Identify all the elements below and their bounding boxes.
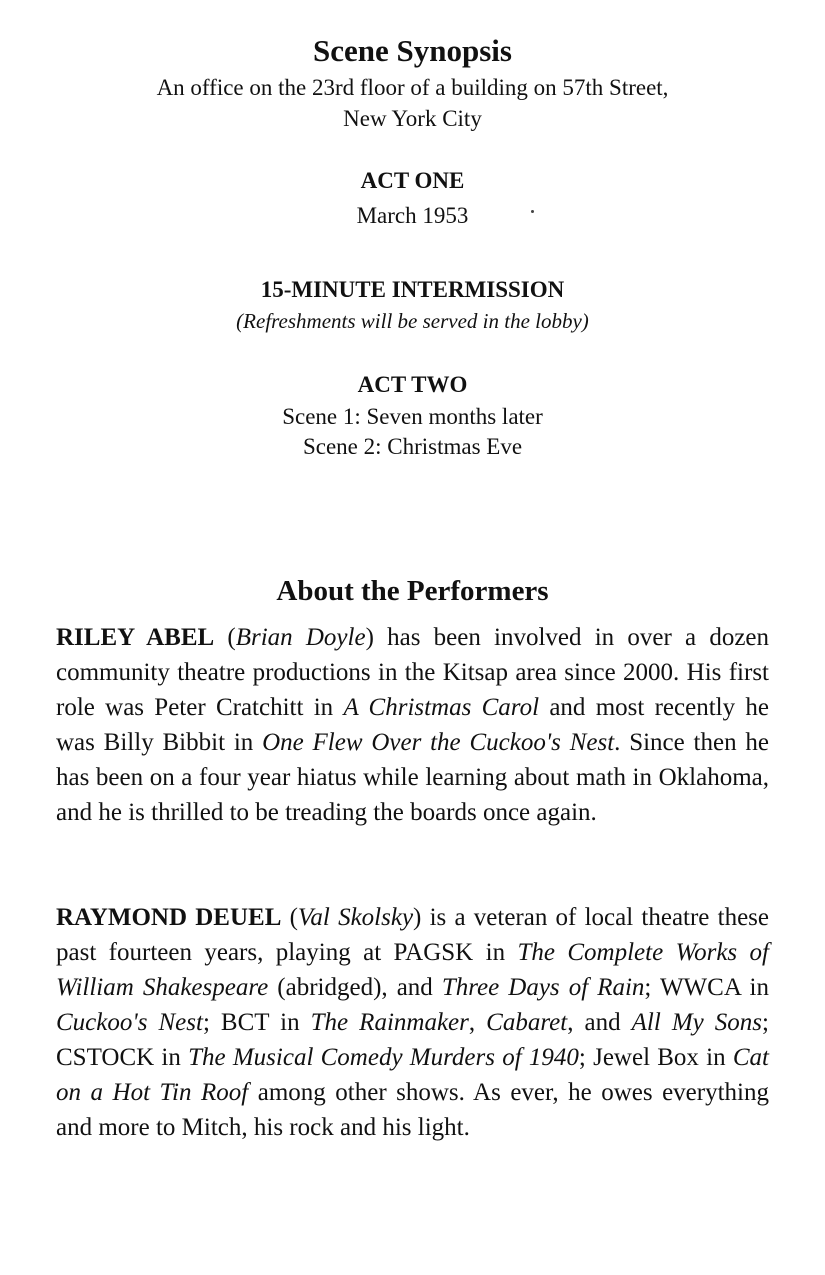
role-name: Brian Doyle bbox=[235, 624, 366, 651]
performer-bio-riley-abel bbox=[56, 620, 769, 830]
bio-text: , and bbox=[567, 1009, 632, 1036]
show-title: The Musical Comedy Murders of 1940 bbox=[188, 1044, 579, 1071]
setting-line-2: New York City bbox=[343, 106, 482, 131]
act-two-scene-2: Scene 2: Christmas Eve bbox=[302, 434, 523, 459]
show-title: One Flew Over the Cuckoo's Nest bbox=[262, 729, 615, 756]
bio-text: and most recently he was Billy Bibbit in bbox=[56, 694, 769, 756]
performer-name: RAYMOND DEUEL bbox=[56, 904, 282, 931]
bio-text: ; WWCA in bbox=[644, 974, 769, 1001]
bio-text: (abridged), and bbox=[268, 974, 442, 1001]
bio-text: has been involved in over a dozen community theatre productions in the Kitsap area since 2000. His first role was Peter Cratchitt in bbox=[56, 624, 770, 721]
setting-line-1: An office on the 23rd floor of a building on 57th Street, bbox=[156, 75, 669, 100]
scene-synopsis-title: Scene Synopsis bbox=[313, 33, 512, 68]
bio-text: ( bbox=[281, 904, 298, 931]
show-title: Cat on a Hot Tin Roof bbox=[56, 1044, 769, 1106]
show-title: The Rainmaker bbox=[310, 1009, 469, 1036]
bio-text: , bbox=[468, 1009, 487, 1036]
act-two-scene-1: Scene 1: Seven months later bbox=[282, 404, 543, 429]
print-speck bbox=[531, 210, 534, 213]
act-one-date: March 1953 bbox=[356, 203, 469, 228]
act-one-heading: ACT ONE bbox=[360, 168, 465, 193]
show-title: A Christmas Carol bbox=[343, 694, 540, 721]
bio-text: ; BCT in bbox=[202, 1009, 311, 1036]
bio-text: is a veteran of local theatre these past fourteen years, playing at PAGSK in bbox=[56, 904, 769, 966]
intermission-note: (Refreshments will be served in the lobby) bbox=[236, 309, 589, 333]
intermission-heading: 15-MINUTE INTERMISSION bbox=[260, 277, 565, 302]
bio-text: among other shows. As ever, he owes everything and more to Mitch, his rock and his light. bbox=[56, 1079, 769, 1141]
bio-text: ( bbox=[214, 624, 236, 651]
show-title: Three Days of Rain bbox=[441, 974, 645, 1001]
bio-text: ) bbox=[365, 624, 374, 651]
performer-name: RILEY ABEL bbox=[56, 624, 215, 651]
performer-bio-raymond-deuel bbox=[56, 900, 769, 1145]
bio-text: ; CSTOCK in bbox=[56, 1009, 769, 1071]
role-name: Val Skolsky bbox=[297, 904, 414, 931]
bio-text: . Since then he has been on a four year hiatus while learning about math in Oklahoma, and he is thrilled to be treading the boards once again. bbox=[56, 729, 770, 826]
bio-text: ; Jewel Box in bbox=[578, 1044, 733, 1071]
show-title: Cuckoo's Nest bbox=[56, 1009, 203, 1036]
show-title: The Complete Works of William Shakespeare bbox=[56, 939, 769, 1001]
about-performers-title: About the Performers bbox=[276, 575, 549, 607]
bio-text: ) bbox=[413, 904, 422, 931]
act-two-heading: ACT TWO bbox=[357, 372, 468, 397]
show-title: Cabaret bbox=[486, 1009, 568, 1036]
show-title: All My Sons bbox=[631, 1009, 763, 1036]
